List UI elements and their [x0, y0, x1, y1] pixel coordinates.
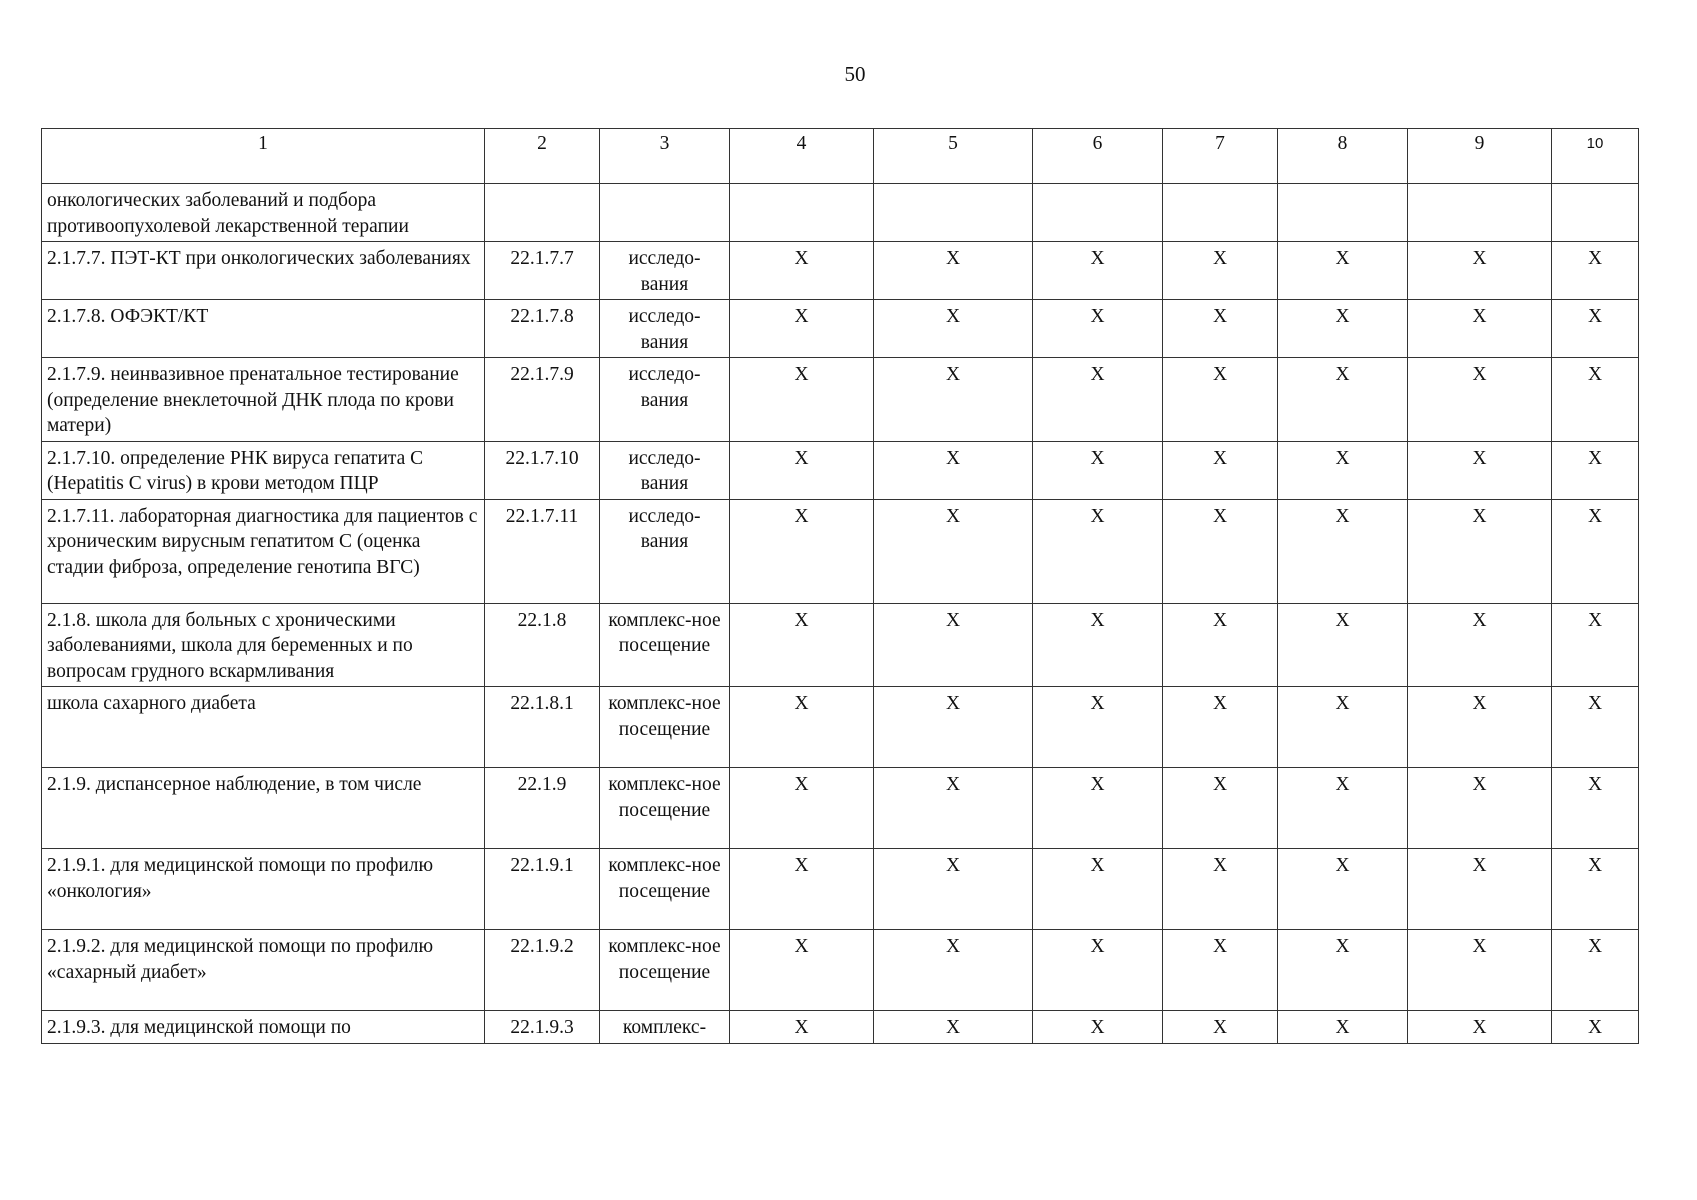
- row-name-cell: 2.1.7.9. неинвазивное пренатальное тестирование (определение внеклеточной ДНК плода по крови матери): [42, 358, 485, 442]
- row-value-cell: [1163, 184, 1278, 242]
- row-unit-cell: комплекс-ное посещение: [600, 849, 730, 930]
- row-value-cell: X: [1278, 441, 1408, 499]
- column-header: 8: [1278, 129, 1408, 184]
- row-value-cell: X: [1552, 849, 1639, 930]
- row-value-cell: [1033, 184, 1163, 242]
- row-name-cell: 2.1.9.1. для медицинской помощи по профилю «онкология»: [42, 849, 485, 930]
- row-value-cell: X: [1408, 242, 1552, 300]
- row-name-cell: 2.1.7.11. лабораторная диагностика для пациентов с хроническим вирусным гепатитом С (оценка стадии фиброза, определение генотипа ВГС): [42, 499, 485, 603]
- row-value-cell: X: [1163, 358, 1278, 442]
- row-unit-cell: исследо-вания: [600, 300, 730, 358]
- row-value-cell: X: [1278, 603, 1408, 687]
- column-header: 1: [42, 129, 485, 184]
- row-unit-cell: исследо-вания: [600, 441, 730, 499]
- row-value-cell: X: [1408, 358, 1552, 442]
- row-value-cell: [874, 184, 1033, 242]
- row-value-cell: X: [1033, 687, 1163, 768]
- row-unit-cell: комплекс-ное посещение: [600, 768, 730, 849]
- row-value-cell: X: [1033, 849, 1163, 930]
- row-name-cell: 2.1.7.8. ОФЭКТ/КТ: [42, 300, 485, 358]
- row-value-cell: X: [874, 441, 1033, 499]
- table-row: [42, 184, 1639, 242]
- row-value-cell: X: [874, 603, 1033, 687]
- row-value-cell: X: [1163, 1011, 1278, 1044]
- row-name-cell: 2.1.9. диспансерное наблюдение, в том числе: [42, 768, 485, 849]
- row-value-cell: X: [1033, 930, 1163, 1011]
- table-row: [42, 849, 1639, 930]
- row-value-cell: [1278, 184, 1408, 242]
- row-value-cell: X: [1163, 242, 1278, 300]
- table-row: [42, 242, 1639, 300]
- row-value-cell: X: [1408, 687, 1552, 768]
- row-value-cell: X: [730, 930, 874, 1011]
- row-value-cell: X: [1552, 603, 1639, 687]
- row-unit-cell: комплекс-: [600, 1011, 730, 1044]
- table-row: [42, 358, 1639, 442]
- row-value-cell: X: [874, 1011, 1033, 1044]
- row-value-cell: X: [1278, 849, 1408, 930]
- table-row: [42, 930, 1639, 1011]
- row-value-cell: X: [1552, 687, 1639, 768]
- row-unit-cell: комплекс-ное посещение: [600, 930, 730, 1011]
- row-value-cell: [1408, 184, 1552, 242]
- row-value-cell: X: [730, 441, 874, 499]
- row-code-cell: 22.1.8: [485, 603, 600, 687]
- row-value-cell: X: [730, 687, 874, 768]
- row-value-cell: X: [730, 358, 874, 442]
- row-value-cell: X: [730, 1011, 874, 1044]
- row-value-cell: X: [874, 687, 1033, 768]
- row-value-cell: X: [1163, 300, 1278, 358]
- row-value-cell: X: [1033, 300, 1163, 358]
- row-value-cell: X: [1033, 603, 1163, 687]
- row-code-cell: 22.1.9: [485, 768, 600, 849]
- row-code-cell: 22.1.9.2: [485, 930, 600, 1011]
- page-number: 50: [844, 62, 866, 86]
- row-value-cell: X: [1552, 768, 1639, 849]
- row-value-cell: X: [874, 242, 1033, 300]
- table-header-row: [42, 129, 1639, 184]
- row-value-cell: X: [1408, 930, 1552, 1011]
- row-value-cell: X: [874, 930, 1033, 1011]
- row-code-cell: 22.1.7.8: [485, 300, 600, 358]
- row-value-cell: X: [1278, 930, 1408, 1011]
- column-header: 6: [1033, 129, 1163, 184]
- row-value-cell: X: [730, 499, 874, 603]
- column-header: 2: [485, 129, 600, 184]
- table-row: [42, 441, 1639, 499]
- row-value-cell: X: [1278, 1011, 1408, 1044]
- row-value-cell: X: [1278, 768, 1408, 849]
- row-unit-cell: исследо-вания: [600, 242, 730, 300]
- column-header: 9: [1408, 129, 1552, 184]
- row-value-cell: X: [1163, 687, 1278, 768]
- row-value-cell: X: [1033, 768, 1163, 849]
- row-name-cell: школа сахарного диабета: [42, 687, 485, 768]
- table-row: [42, 687, 1639, 768]
- row-value-cell: X: [730, 603, 874, 687]
- row-value-cell: [1552, 184, 1639, 242]
- row-name-cell: 2.1.8. школа для больных с хроническими заболеваниями, школа для беременных и по вопросам грудного вскармливания: [42, 603, 485, 687]
- row-unit-cell: исследо-вания: [600, 358, 730, 442]
- row-code-cell: 22.1.7.9: [485, 358, 600, 442]
- row-value-cell: X: [1033, 441, 1163, 499]
- row-unit-cell: комплекс-ное посещение: [600, 687, 730, 768]
- row-value-cell: X: [1163, 441, 1278, 499]
- row-value-cell: X: [1163, 768, 1278, 849]
- row-value-cell: X: [1408, 441, 1552, 499]
- column-header: 10: [1552, 129, 1639, 184]
- row-code-cell: 22.1.9.3: [485, 1011, 600, 1044]
- column-header: 7: [1163, 129, 1278, 184]
- row-value-cell: X: [1278, 242, 1408, 300]
- row-value-cell: X: [1163, 849, 1278, 930]
- row-value-cell: X: [1163, 930, 1278, 1011]
- row-value-cell: X: [1278, 358, 1408, 442]
- row-name-cell: 2.1.9.3. для медицинской помощи по: [42, 1011, 485, 1044]
- column-header: 3: [600, 129, 730, 184]
- row-code-cell: 22.1.9.1: [485, 849, 600, 930]
- table-row: [42, 603, 1639, 687]
- row-code-cell: 22.1.7.7: [485, 242, 600, 300]
- row-value-cell: X: [1552, 358, 1639, 442]
- row-value-cell: X: [1033, 358, 1163, 442]
- row-value-cell: [730, 184, 874, 242]
- row-unit-cell: комплекс-ное посещение: [600, 603, 730, 687]
- row-value-cell: X: [1033, 499, 1163, 603]
- row-value-cell: X: [1552, 930, 1639, 1011]
- row-code-cell: 22.1.7.10: [485, 441, 600, 499]
- row-value-cell: X: [1552, 242, 1639, 300]
- row-value-cell: X: [874, 768, 1033, 849]
- row-value-cell: X: [1408, 300, 1552, 358]
- column-header: 5: [874, 129, 1033, 184]
- row-value-cell: X: [874, 499, 1033, 603]
- row-name-cell: онкологических заболеваний и подбора противоопухолевой лекарственной терапии: [42, 184, 485, 242]
- row-value-cell: X: [1552, 441, 1639, 499]
- row-value-cell: X: [1163, 603, 1278, 687]
- row-value-cell: X: [730, 242, 874, 300]
- row-value-cell: X: [1552, 499, 1639, 603]
- row-name-cell: 2.1.7.10. определение РНК вируса гепатита С (Hepatitis C virus) в крови методом ПЦР: [42, 441, 485, 499]
- row-value-cell: X: [1408, 1011, 1552, 1044]
- data-table: [41, 128, 1639, 1044]
- row-value-cell: X: [1278, 687, 1408, 768]
- row-value-cell: X: [1408, 603, 1552, 687]
- row-value-cell: X: [1552, 1011, 1639, 1044]
- row-value-cell: X: [874, 300, 1033, 358]
- row-name-cell: 2.1.7.7. ПЭТ-КТ при онкологических заболеваниях: [42, 242, 485, 300]
- table-row: [42, 499, 1639, 603]
- row-value-cell: X: [730, 300, 874, 358]
- row-value-cell: X: [1278, 499, 1408, 603]
- row-value-cell: X: [1408, 768, 1552, 849]
- row-code-cell: 22.1.8.1: [485, 687, 600, 768]
- table-row: [42, 768, 1639, 849]
- row-value-cell: X: [874, 849, 1033, 930]
- row-value-cell: X: [1408, 849, 1552, 930]
- row-value-cell: X: [1278, 300, 1408, 358]
- row-value-cell: X: [1552, 300, 1639, 358]
- row-value-cell: X: [1033, 1011, 1163, 1044]
- row-value-cell: X: [730, 849, 874, 930]
- row-value-cell: X: [1033, 242, 1163, 300]
- row-value-cell: X: [1163, 499, 1278, 603]
- row-code-cell: [485, 184, 600, 242]
- column-header: 4: [730, 129, 874, 184]
- row-name-cell: 2.1.9.2. для медицинской помощи по профилю «сахарный диабет»: [42, 930, 485, 1011]
- row-unit-cell: исследо-вания: [600, 499, 730, 603]
- table-row: [42, 300, 1639, 358]
- row-value-cell: X: [1408, 499, 1552, 603]
- row-value-cell: X: [874, 358, 1033, 442]
- table-row: [42, 1011, 1639, 1044]
- row-code-cell: 22.1.7.11: [485, 499, 600, 603]
- row-value-cell: X: [730, 768, 874, 849]
- row-unit-cell: [600, 184, 730, 242]
